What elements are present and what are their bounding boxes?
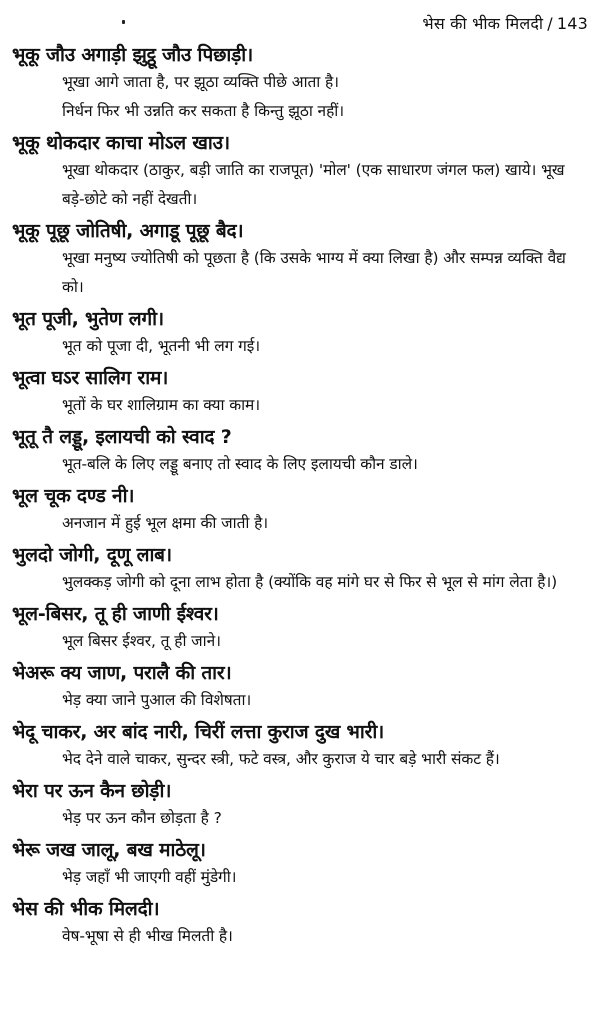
proverb-text: भूतू तै लड्डू, इलायची को स्वाद ?	[12, 426, 232, 448]
proverb-text: भूकू जौउ अगाड़ी झुट्ठू जौउ पिछाड़ी।	[12, 44, 254, 66]
meaning-line: भेड़ क्या जाने पुआल की विशेषता।	[62, 691, 252, 709]
proverb-entry	[0, 896, 600, 951]
proverb-entry	[0, 218, 600, 302]
proverb-text: भूकू थोकदार काचा मोऽल खाउ।	[12, 132, 230, 154]
proverb-text: भेअरू क्य जाण, परालै की तार।	[12, 662, 232, 684]
running-head-title: भेस की भीक मिलदी	[422, 14, 544, 33]
meaning-line: भूत-बलि के लिए लड्डू बनाए तो स्वाद के लिए इलायची कौन डाले।	[62, 455, 418, 473]
proverb-entry	[0, 542, 600, 597]
meaning-line: भेड़ पर ऊन कौन छोड़ता है ?	[62, 809, 222, 827]
proverb-text: भूल चूक दण्ड नी।	[12, 485, 135, 507]
proverb-text: भेदू चाकर, अर बांद नारी, चिरीं लत्ता कुराज दुख भारी।	[12, 721, 385, 743]
meaning-line: वेष-भूषा से ही भीख मिलती है।	[62, 927, 233, 945]
meaning-line: भूल बिसर ईश्वर, तू ही जाने।	[62, 632, 221, 650]
proverb-text: भूत पूजी, भुतेण लगी।	[12, 308, 164, 330]
proverb-text: भूल-बिसर, तू ही जाणी ईश्वर।	[12, 603, 219, 625]
meaning-line: भूखा आगे जाता है, पर झूठा व्यक्ति पीछे आता है।	[62, 73, 339, 91]
meaning-line: भूखा मनुष्य ज्योतिषी को पूछता है (कि उसके भाग्य में क्या लिखा है) और सम्पन्न व्यक्ति वैद्य को।	[62, 249, 566, 296]
meaning-line: भूतों के घर शालिग्राम का क्या काम।	[62, 396, 260, 414]
proverb-entry	[0, 42, 600, 126]
proverb-entry	[0, 719, 600, 774]
proverb-entry	[0, 660, 600, 715]
meaning-line: भुलक्कड़ जोगी को दूना लाभ होता है (क्योंकि वह मांगे घर से फिर से भूल से मांग लेता है।)	[62, 573, 558, 591]
meaning-line: भेद देने वाले चाकर, सुन्दर स्त्री, फटे वस्त्र, और कुराज ये चार बड़े भारी संकट हैं।	[62, 750, 500, 768]
proverb-entry	[0, 601, 600, 656]
proverb-entry	[0, 306, 600, 361]
proverb-text: भूत्वा घऽर सालिग राम।	[12, 367, 169, 389]
proverb-entry	[0, 424, 600, 479]
proverb-text: भूकू पूछू जोतिषी, अगाडू पूछू बैद।	[12, 220, 244, 242]
running-head	[422, 12, 588, 34]
proverb-list	[0, 42, 600, 951]
proverb-text: भेरू जख जालू, बख माठेलू।	[12, 839, 206, 861]
proverb-entry	[0, 837, 600, 892]
proverb-entry	[0, 778, 600, 833]
proverb-entry	[0, 130, 600, 214]
proverb-entry	[0, 483, 600, 538]
proverb-entry	[0, 365, 600, 420]
meaning-line: अनजान में हुई भूल क्षमा की जाती है।	[62, 514, 269, 532]
stray-ink-mark	[122, 20, 125, 24]
meaning-line: भूखा थोकदार (ठाकुर, बड़ी जाति का राजपूत) 'मोल' (एक साधारण जंगल फल) खाये। भूख बड़े-छोटे को नहीं देखती।	[62, 161, 565, 208]
proverb-text: भेरा पर ऊन कैन छोड़ी।	[12, 780, 172, 802]
meaning-line: भूत को पूजा दी, भूतनी भी लग गई।	[62, 337, 261, 355]
proverb-text: भुलदो जोगी, दूणू लाब।	[12, 544, 172, 566]
meaning-line: निर्धन फिर भी उन्नति कर सकता है किन्तु झूठा नहीं।	[62, 102, 344, 120]
page-number: 143	[556, 14, 588, 33]
meaning-line: भेड़ जहाँ भी जाएगी वहीं मुंडेगी।	[62, 868, 237, 886]
running-head-separator: /	[547, 14, 553, 33]
proverb-text: भेस की भीक मिलदी।	[12, 898, 160, 920]
